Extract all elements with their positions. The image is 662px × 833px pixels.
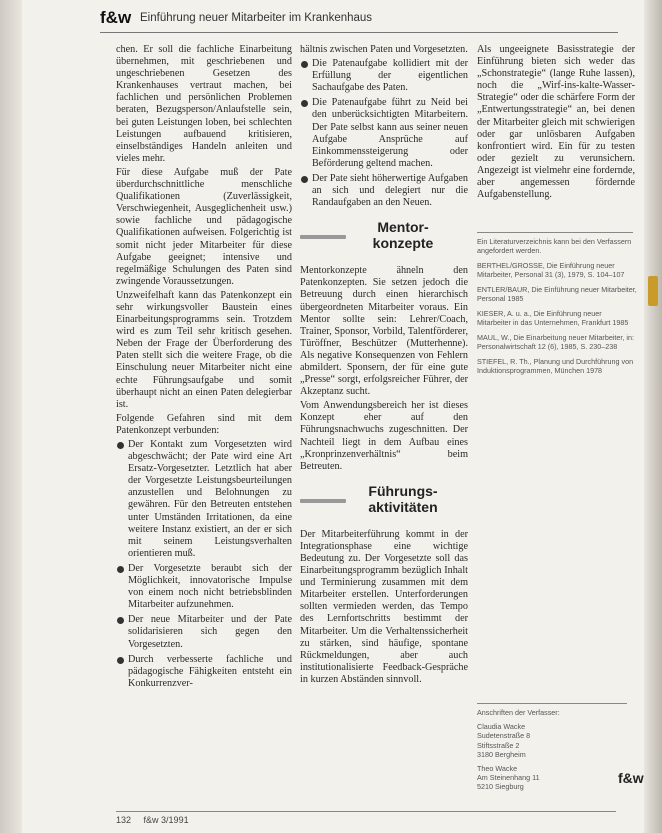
- literature-box: [477, 232, 637, 381]
- bullet-icon: [117, 617, 124, 624]
- bullet-icon: [117, 566, 124, 573]
- column-2: [300, 44, 468, 688]
- address-block: Claudia Wacke Sudetenstraße 8 Stiftsstraße 2 3180 Bergheim: [477, 722, 531, 759]
- bullet-icon: [301, 176, 308, 183]
- subheading-bar: [300, 235, 346, 239]
- subheading-text: Führungs-aktivitäten: [368, 482, 438, 515]
- risk-list: [116, 439, 292, 690]
- literature-rule: [477, 232, 633, 233]
- paragraph: Der Mitarbeiterführung kommt in der Integrationsphase eine wichtige Bedeutung zu. Der Vorgesetzte soll das Einarbeitungsprogramm bezüglich Inhalt und Terminierung zusammen mit dem Mitarbeiter erstellen. Unterforderungen sollten vermieden werden, das Tempo des Lernfortschritts bestimmt der Mitarbeiter. Um die Verhaltenssicherheit zu stärken, sind häufige, spontane Rückmeldungen, aber auch institutionalisierte Feedback-Gespräche in kurzen Abständen sinnvoll.: [300, 528, 468, 685]
- list-item: Der Vorgesetzte beraubt sich der Möglichkeit, innovatorische Impulse von einem noch nicht betriebsblinden Mitarbeiter aufzunehmen.: [116, 563, 292, 611]
- paragraph: Als ungeeignete Basisstrategie der Einführung bieten sich weder das „Schonstrategie“ (lange Ruhe lassen), noch die „Wirf-ins-kalte-Wasser-Strategie“ oder die schärfere Form der „Entwertungsstrategie“ an, bei denen der Mitarbeiter gleich mit schwierigen oder gar unlösbaren Aufgaben konfrontiert wird. Ein für zu testen oder gezielt zu verunsichern. Angezeigt ist vielmehr eine fordernde, aber angemessen fördernde Aufgabenstellung.: [477, 44, 635, 201]
- subheading-fuehrung: [300, 483, 468, 519]
- bullet-icon: [117, 657, 124, 664]
- subheading-bar: [300, 499, 346, 503]
- list-item: Der Kontakt zum Vorgesetzten wird abgeschwächt; der Pate wird eine Art Ersatz-Vorgesetzter. Letztlich hat aber der Vorgesetzte Leistungsbeurteilungen anzustellen und Belohnungen zu gewähren. Für den Betreuten entstehen unter Umständen Irritationen, da eine weitere Instanz existiert, an der er sich mit seinem Leistungsverhalten orientieren muß.: [116, 439, 292, 560]
- literature-entry: ENTLER/BAUR, Die Einführung neuer Mitarbeiter, Personal 1985: [477, 285, 637, 303]
- address-block: Theo Wacke Am Steinenhang 11 5210 Siegburg: [477, 764, 540, 792]
- footer-rule: [116, 811, 616, 812]
- list-item: Durch verbesserte fachliche und pädagogische Fähigkeiten entsteht ein Konkurrenzver-: [116, 654, 292, 690]
- end-logo: f&w: [618, 770, 644, 786]
- paragraph: Vom Anwendungsbereich her ist dieses Konzept eher auf den Führungsnachwuchs zugeschnitten. Der Nachteil liegt in dem Aufbau eines „Kronprinzenverhältnis“ beim Betreuten.: [300, 400, 468, 472]
- running-header: [100, 8, 620, 28]
- paragraph: Für diese Aufgabe muß der Pate überdurchschnittliche menschliche Qualifikationen (Zuverlässigkeit, Verschwiegenheit, Ausgeglichenheit usw.) sowie fachliche und pädagogische Qualifikationen aufweisen. Folgerichtig ist somit nicht jeder Mitarbeiter für diese Aufgabe geeignet; intensive und regelmäßige Schulungen des Paten sind zwingende Voraussetzungen.: [116, 166, 292, 287]
- bullet-icon: [301, 61, 308, 68]
- paragraph: Folgende Gefahren sind mit dem Patenkonzept verbunden:: [116, 412, 292, 436]
- paragraph: hältnis zwischen Paten und Vorgesetzten.: [300, 44, 468, 55]
- header-rule: [100, 32, 618, 33]
- subheading-text: Mentor-konzepte: [372, 219, 434, 252]
- literature-entry: KIESER, A. u. a., Die Einführung neuer Mitarbeiter in das Unternehmen, Frankfurt 1985: [477, 309, 629, 327]
- paragraph: Mentorkonzepte ähneln den Patenkonzepten. Sie setzen jedoch die Betreuung durch einen hierarchisch übergeordneten Mitarbeiter voraus. Ein Mentor sollte sein: Lehrer/Coach, Trainer, Sponsor, Vorbild, Talentförderer, Türöffner, Beschützer (Mutterhenne). Als negative Konsequenzen von Fehlern abmildert. Sponsern, der für eine gute „Presse“ sorgt, erfolgsreicher Führer, der Akzeptanz sucht.: [300, 265, 468, 398]
- bullet-icon: [301, 100, 308, 107]
- page-edge: [644, 0, 662, 833]
- address-label: Anschriften der Verfasser:: [477, 708, 560, 717]
- list-item: Die Patenaufgabe führt zu Neid bei den unberücksichtigten Mitarbeitern. Der Pate selbst kann aus seiner neuen Aufgabe Ansprüche auf Einkommenssteigerung oder Beförderung geltend machen.: [300, 97, 468, 170]
- paragraph: chen. Er soll die fachliche Einarbeitung übernehmen, mit geschriebenen und ungeschriebenen Gesetzen des Krankenhauses vertraut machen, bei fachlichen und persönlichen Problemen beraten, Bezugsperson/Anlaufstelle sein, bei guten Leistungen loben, bei schlechten Leistungen aufbauend kritisieren, einselbständiges Handeln anleiten und vieles mehr.: [116, 44, 292, 164]
- literature-entry: STIEFEL, R. Th., Planung und Durchführung von Induktionsprogrammen, München 1978: [477, 357, 634, 375]
- list-item: Die Patenaufgabe kollidiert mit der Erfüllung der eigentlichen Sachaufgabe des Paten.: [300, 58, 468, 94]
- issue-label: f&w 3/1991: [143, 815, 189, 825]
- list-item: Der neue Mitarbeiter und der Pate solidarisieren sich gegen den Vorgesetzten.: [116, 614, 292, 650]
- list-item: Der Pate sieht höherwertige Aufgaben an sich und delegiert nur die Randaufgaben an den Neuen.: [300, 173, 468, 209]
- page-tab-marker: [648, 276, 658, 306]
- page-footer: [116, 815, 189, 825]
- bullet-icon: [117, 442, 124, 449]
- journal-logo: f&w: [100, 8, 132, 27]
- gutter-shadow: [0, 0, 22, 833]
- column-1: [116, 44, 292, 693]
- header-title: Einführung neuer Mitarbeiter im Krankenhaus: [140, 12, 373, 24]
- risk-list-continued: [300, 58, 468, 209]
- column-3: [477, 44, 635, 203]
- literature-note: Ein Literaturverzeichnis kann bei den Verfassern angefordert werden.: [477, 237, 632, 255]
- address-rule: [477, 703, 627, 704]
- literature-entry: MAUL, W., Die Einarbeitung neuer Mitarbeiter, in: Personalwirtschaft 12 (6), 1985, S. 230–238: [477, 333, 634, 351]
- literature-entry: BERTHEL/GROSSE, Die Einführung neuer Mitarbeiter, Personal 31 (3), 1979, S. 104–107: [477, 261, 625, 279]
- author-addresses: [477, 703, 627, 797]
- paragraph: Unzweifelhaft kann das Patenkonzept ein sehr wirkungsvoller Baustein eines Einarbeitungsprogramms sein. Trotzdem wird es zum Teil sehr kritisch gesehen. Neben der Frage der Überforderung des Paten stellt sich die weitere Frage, ob die Einschulung neuer Mitarbeiter nicht eine echte Führungsaufgabe und somit überhaupt nicht an einen Paten delegierbar ist.: [116, 289, 292, 410]
- subheading-mentor: [300, 219, 468, 255]
- page-number: 132: [116, 815, 132, 825]
